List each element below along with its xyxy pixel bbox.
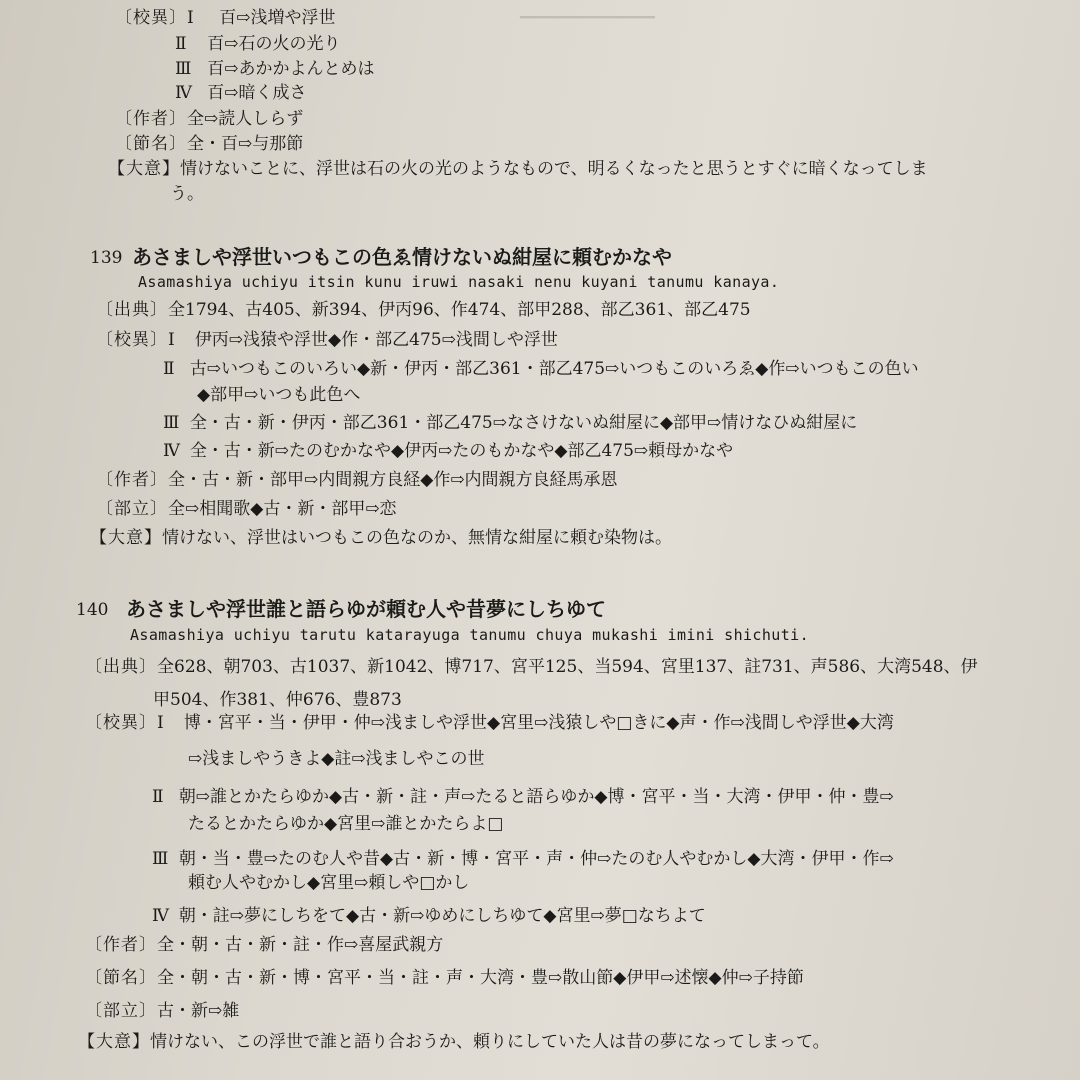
budate-text: 全⇨相聞歌◆古・新・部甲⇨恋 (168, 499, 397, 519)
variant-text-cont: ⇨浅ましやうきよ◆註⇨浅ましやこの世 (188, 749, 485, 769)
poem-number: 140 (76, 600, 109, 620)
taii-tag: 【大意】 (108, 159, 180, 179)
sakusha-line (96, 468, 618, 492)
taii-text-cont: う。 (170, 184, 204, 204)
sakusha-text: 全⇨読人しらず (187, 109, 304, 129)
budate-line (96, 497, 397, 521)
koui-line-3 (163, 411, 857, 435)
variant-number: Ⅱ (175, 34, 187, 54)
taii-text: 情けない、この浮世で誰と語り合おうか、頼りにしていた人は昔の夢になってしまって。 (150, 1032, 830, 1052)
variant-number: Ⅰ (168, 330, 175, 350)
koui-line-2-cont (197, 383, 360, 407)
koui-line-1 (85, 711, 894, 735)
sakusha-line (115, 107, 303, 131)
poem-title: あさましや浮世いつもこの色ゑ情けないぬ紺屋に頼むかなや (132, 245, 672, 269)
variant-text: 百⇨暗く成さ (207, 83, 307, 103)
variant-text: 古⇨いつもこのいろい◆新・伊丙・部乙361・部乙475⇨いつもこのいろゑ◆作⇨いつもこの色い (189, 359, 919, 379)
sakusha-line (85, 933, 443, 957)
shutten-text-cont: 甲504、作381、仲676、豊873 (153, 690, 402, 710)
bleed-through-text: ━━━━━━━━━━━━━━━━ (520, 10, 655, 26)
variant-text: 全・古・新・伊丙・部乙361・部乙475⇨なさけないぬ紺屋に◆部甲⇨情けなひぬ紺屋に (189, 413, 858, 433)
variant-text: 朝⇨誰とかたらゆか◆古・新・註・声⇨たると語らゆか◆博・宮平・当・大湾・伊甲・仲・豊⇨ (178, 787, 894, 807)
variant-text: 朝・註⇨夢にしちをて◆古・新⇨ゆめにしちゆて◆宮里⇨夢□なちよて (178, 906, 706, 926)
sakusha-text: 全・古・新・部甲⇨内間親方良経◆作⇨内間親方良経馬承恩 (168, 470, 618, 490)
fushimei-text: 全・朝・古・新・博・宮平・当・註・声・大湾・豊⇨散山節◆伊甲⇨述懐◆仲⇨子持節 (157, 968, 804, 988)
budate-tag: 〔部立〕 (96, 499, 168, 519)
koui-line-2 (175, 32, 340, 56)
koui-line-4 (175, 81, 306, 105)
koui-line-1 (115, 6, 335, 30)
sakusha-tag: 〔作者〕 (115, 109, 187, 129)
koui-line-3 (152, 847, 894, 871)
fushimei-text: 全・百⇨与那節 (187, 134, 304, 154)
poem-romaji: Asamashiya uchiyu itsin kunu iruwi nasaki nenu kuyani tanumu kanaya. (138, 273, 780, 291)
variant-text: 全・古・新⇨たのむかなや◆伊丙⇨たのもかなや◆部乙475⇨頼母かなや (189, 441, 734, 461)
koui-line-4 (152, 904, 706, 928)
variant-text: 伊丙⇨浅猿や浮世◆作・部乙475⇨浅間しや浮世 (194, 330, 558, 350)
shutten-tag: 〔出典〕 (96, 300, 168, 320)
koui-line-2-cont (188, 812, 503, 836)
koui-line-1-cont (188, 747, 485, 771)
sakusha-tag: 〔作者〕 (96, 470, 168, 490)
poem-number: 139 (90, 248, 123, 268)
shutten-tag: 〔出典〕 (85, 657, 157, 677)
variant-text: 百⇨あかかよんとめは (207, 59, 375, 79)
variant-text: 博・宮平・当・伊甲・仲⇨浅ましや浮世◆宮里⇨浅猿しや□きに◆声・作⇨浅間しや浮世◆大湾 (183, 713, 894, 733)
fushimei-tag: 〔節名〕 (85, 968, 157, 988)
variant-text-cont: ◆部甲⇨いつも此色へ (197, 385, 361, 405)
poem-romaji: Asamashiya uchiyu tarutu katarayuga tanumu chuya mukashi imini shichuti. (130, 626, 810, 644)
sakusha-text: 全・朝・古・新・註・作⇨喜屋武親方 (157, 935, 444, 955)
koui-line-4 (163, 439, 733, 463)
variant-number: Ⅲ (175, 59, 192, 79)
variant-number: Ⅳ (175, 83, 192, 103)
koui-tag: 〔校異〕 (115, 8, 187, 28)
taii-tag: 【大意】 (78, 1032, 150, 1052)
koui-line-3 (175, 57, 374, 81)
taii-line (78, 1030, 830, 1054)
budate-text: 古・新⇨雑 (157, 1001, 240, 1021)
koui-line-2 (152, 785, 894, 809)
fushimei-line (115, 132, 303, 156)
fushimei-tag: 〔節名〕 (115, 134, 187, 154)
variant-number: Ⅰ (157, 713, 164, 733)
taii-text: 情けない、浮世はいつもこの色なのか、無情な紺屋に頼む染物は。 (162, 528, 672, 548)
variant-number: Ⅱ (152, 787, 164, 807)
variant-text: 百⇨石の火の光り (207, 34, 341, 54)
taii-cont (170, 182, 204, 206)
fushimei-line (85, 966, 804, 990)
shutten-line (96, 298, 751, 322)
koui-tag: 〔校異〕 (85, 713, 157, 733)
taii-line (108, 157, 928, 181)
variant-number: Ⅳ (163, 441, 180, 461)
shutten-text: 全1794、古405、新394、伊丙96、作474、部甲288、部乙361、部乙475 (168, 300, 751, 320)
variant-text: 百⇨浅増や浮世 (219, 8, 336, 28)
poem-title: あさましや浮世誰と語らゆが頼む人や昔夢にしちゆて (126, 597, 606, 621)
variant-number: Ⅳ (152, 906, 169, 926)
variant-text-cont: たるとかたらゆか◆宮里⇨誰とかたらよ□ (188, 814, 504, 834)
taii-line (90, 526, 672, 550)
shutten-text: 全628、朝703、古1037、新1042、博717、宮平125、当594、宮里137、註731、声586、大湾548、伊 (157, 657, 978, 677)
shutten-line (85, 655, 978, 679)
koui-tag: 〔校異〕 (96, 330, 168, 350)
budate-line (85, 999, 239, 1023)
koui-line-2 (163, 357, 919, 381)
koui-line-3-cont (188, 871, 469, 895)
variant-text-cont: 頼む人やむかし◆宮里⇨頼しや□かし (188, 873, 470, 893)
koui-line-1 (96, 328, 558, 352)
shutten-cont (153, 688, 402, 712)
sakusha-tag: 〔作者〕 (85, 935, 157, 955)
variant-number: Ⅰ (187, 8, 194, 28)
variant-number: Ⅲ (163, 413, 180, 433)
variant-text: 朝・当・豊⇨たのむ人や昔◆古・新・博・宮平・声・仲⇨たのむ人やむかし◆大湾・伊甲・作⇨ (178, 849, 894, 869)
taii-text: 情けないことに、浮世は石の火の光のようなもので、明るくなったと思うとすぐに暗くなってしま (180, 159, 928, 179)
variant-number: Ⅲ (152, 849, 169, 869)
variant-number: Ⅱ (163, 359, 175, 379)
taii-tag: 【大意】 (90, 528, 162, 548)
budate-tag: 〔部立〕 (85, 1001, 157, 1021)
